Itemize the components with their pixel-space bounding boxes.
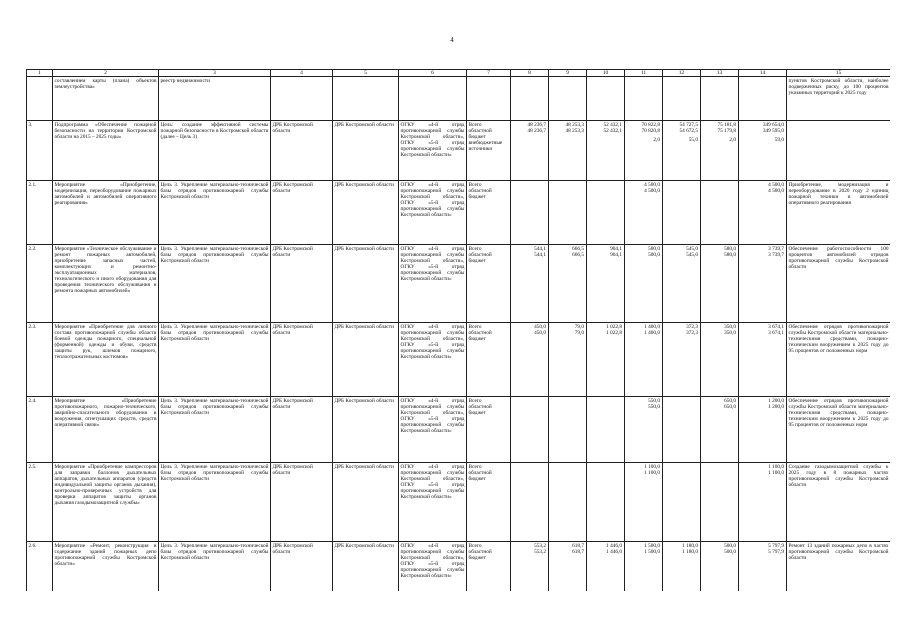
funding-value: 1 500,0 [644, 542, 660, 549]
funding-value: 54 672,5 [679, 127, 698, 134]
funding-value: 666,5 [572, 251, 584, 258]
funding-value-col-13 [701, 181, 739, 245]
row-number: 3. [27, 121, 53, 181]
funding-source: Всего областной бюджет [467, 181, 511, 245]
funding-value-col-14 [739, 121, 787, 181]
column-number-14: 14 [739, 70, 787, 77]
measure-name: Мероприятие «Техническое обслуживание и ремонт пожарных автомобилей, приобретение запасных частей, комплектующих и ремонтно-эксплуатационных материалов, технологического и иного оборудования для проведения технического обслуживания и ремонта пожарных автомобилей» [53, 245, 159, 323]
funding-value-col-12 [663, 77, 701, 121]
table-row [27, 397, 891, 463]
expected-result: Обеспечение отрядов противопожарной службы Костромской области материально-техническими средствами, пожарно-техническим вооружением к 2025 году до 95 процентов от положенных норм [787, 323, 891, 397]
funding-value [513, 78, 547, 84]
funding-value [665, 78, 699, 84]
expected-result: Обеспечение работоспособности 100 процентов автомобилей отрядов противопожарной службы Костромской области [787, 245, 891, 323]
funding-source: Всего областной бюджет [467, 245, 511, 323]
co-executor [333, 77, 399, 121]
funding-value: 1 180,0 [682, 548, 698, 555]
executor: ОГКУ «4-й отряд противопожарной службы Костромской области», ОГКУ «5-й отряд противопожарной службы Костромской области» [399, 323, 467, 397]
funding-value: 349 595,0 [762, 127, 784, 134]
funding-value [513, 470, 547, 476]
funding-value-col-10 [587, 542, 625, 591]
funding-value: 349 654,0 [762, 121, 784, 128]
row-number: 2.6. [27, 542, 53, 591]
funding-value: 59,0 [774, 136, 784, 143]
measure-name: Мероприятие «Приобретение компрессоров для заправки баллонов дыхательных аппаратов, дыхательных аппаратов (средств индивидуальной защиты органов дыхания), контрольно-проверочных устройств для проверки аппаратов защиты органов дыхания газодымозащитной службы» [53, 463, 159, 542]
funding-value-col-11 [625, 542, 663, 591]
funding-value-col-13 [701, 463, 739, 542]
column-number-1: 1 [27, 70, 53, 77]
funding-value: 350,0 [724, 329, 736, 336]
funding-value-col-8 [511, 323, 549, 397]
funding-value-col-12 [663, 181, 701, 245]
measure-name: Мероприятие «Приобретение, модернизация, переоборудование пожарных автомобилей и автомобилей оперативного реагирования» [53, 181, 159, 245]
funding-value: 4 500,0 [644, 181, 660, 188]
funding-value: 550,0 [648, 403, 660, 410]
funding-value: 1 200,0 [768, 397, 784, 404]
funding-value: 3 674,1 [768, 323, 784, 330]
funding-value: 5 797,9 [768, 542, 784, 549]
row-number: 2.5. [27, 463, 53, 542]
funding-value: 48 236,7 [527, 127, 546, 134]
funding-value-col-8 [511, 121, 549, 181]
funding-value [513, 137, 547, 143]
funding-value-col-12 [663, 245, 701, 323]
funding-value: 350,0 [724, 323, 736, 330]
funding-value: 4 500,0 [644, 187, 660, 194]
column-number-12: 12 [663, 70, 701, 77]
executor: ОГКУ «4-й отряд противопожарной службы Костромской области», ОГКУ «5-й отряд противопожарной службы Костромской области» [399, 463, 467, 542]
measure-name: Мероприятие «Ремонт, реконструкция и содержание зданий пожарных депо противопожарной службы Костромской области» [53, 542, 159, 591]
funding-value: 1 100,0 [644, 463, 660, 470]
executor [399, 77, 467, 121]
table-row [27, 77, 891, 121]
measure-name: Мероприятие «Приобретение противопожарного, пожарно-технического, аварийно-спасательного оборудования и вооружения, огнетушащих средств, средств оперативной связи» [53, 397, 159, 463]
funding-value-col-10 [587, 323, 625, 397]
table-row [27, 121, 891, 181]
funding-value-col-14 [739, 542, 787, 591]
funding-value [589, 78, 623, 84]
co-executor: ДРБ Костромской области [333, 121, 399, 181]
responsible-admin: ДРБ Костромской области [271, 245, 333, 323]
program-table-wrapper [26, 69, 890, 591]
funding-value: 2,0 [653, 136, 660, 143]
funding-value: 618,7 [572, 548, 584, 555]
column-number-header [27, 70, 891, 77]
funding-value-col-8 [511, 542, 549, 591]
funding-value: 79,0 [574, 323, 584, 330]
funding-value-col-10 [587, 463, 625, 542]
funding-value-col-14 [739, 181, 787, 245]
funding-value: 1 022,8 [606, 329, 622, 336]
funding-value [589, 404, 623, 410]
column-number-10: 10 [587, 70, 625, 77]
funding-value [665, 470, 699, 476]
funding-value-col-14 [739, 323, 787, 397]
funding-value-col-13 [701, 397, 739, 463]
co-executor: ДРБ Костромской области [333, 181, 399, 245]
funding-source: Всего областной бюджет [467, 397, 511, 463]
responsible-admin: ДРБ Костромской области [271, 323, 333, 397]
measure-goal: Цель 3. Укрепление материально-технической базы отрядов противопожарной службы Костромской области [159, 245, 271, 323]
funding-value-col-8 [511, 181, 549, 245]
row-number: 2.1. [27, 181, 53, 245]
funding-value: 1 446,0 [606, 548, 622, 555]
funding-value-col-11 [625, 323, 663, 397]
funding-value: 553,2 [534, 548, 546, 555]
executor: ОГКУ «4-й отряд противопожарной службы Костромской области», ОГКУ «5-й отряд противопожарной службы Костромской области» [399, 121, 467, 181]
funding-value-col-9 [549, 121, 587, 181]
table-row [27, 181, 891, 245]
funding-value-col-14 [739, 463, 787, 542]
column-number-11: 11 [625, 70, 663, 77]
funding-value [551, 78, 585, 84]
funding-value-col-11 [625, 463, 663, 542]
funding-value-col-8 [511, 77, 549, 121]
funding-value: 1 446,0 [606, 542, 622, 549]
funding-value: 372,3 [686, 323, 698, 330]
funding-value: 550,0 [648, 397, 660, 404]
funding-value [589, 470, 623, 476]
funding-value: 1 022,8 [606, 323, 622, 330]
row-number [27, 77, 53, 121]
responsible-admin: ДРБ Костромской области [271, 121, 333, 181]
funding-value: 904,1 [610, 251, 622, 258]
funding-value: 54 727,5 [679, 121, 698, 128]
funding-value-col-14 [739, 245, 787, 323]
funding-value: 4 500,0 [768, 181, 784, 188]
funding-value-col-12 [663, 121, 701, 181]
funding-value-col-13 [701, 542, 739, 591]
funding-value [665, 404, 699, 410]
funding-value-col-8 [511, 245, 549, 323]
funding-value: 3 674,1 [768, 329, 784, 336]
funding-value [551, 137, 585, 143]
funding-value-col-12 [663, 397, 701, 463]
measure-goal: Цель 3. Укрепление материально-технической базы отрядов противопожарной службы Костромской области [159, 542, 271, 591]
funding-value [589, 188, 623, 194]
funding-value-col-9 [549, 463, 587, 542]
row-number: 2.2. [27, 245, 53, 323]
funding-value: 500,0 [648, 251, 660, 258]
funding-value-col-13 [701, 323, 739, 397]
column-number-5: 5 [333, 70, 399, 77]
funding-source: Всего областной бюджет [467, 463, 511, 542]
funding-value [665, 188, 699, 194]
funding-value [703, 78, 737, 84]
measure-goal: реестр недвижимости [159, 77, 271, 121]
funding-value: 580,0 [724, 245, 736, 252]
co-executor: ДРБ Костромской области [333, 542, 399, 591]
funding-source: Всего областной бюджет [467, 323, 511, 397]
funding-value-col-14 [739, 397, 787, 463]
column-number-15: 15 [787, 70, 891, 77]
funding-value-col-10 [587, 121, 625, 181]
funding-value-col-9 [549, 323, 587, 397]
funding-value: 544,1 [534, 245, 546, 252]
funding-value-col-11 [625, 245, 663, 323]
funding-value: 553,2 [534, 542, 546, 549]
funding-value: 1 180,0 [682, 542, 698, 549]
row-number: 2.4. [27, 397, 53, 463]
funding-value [627, 78, 661, 84]
expected-result: Приобретение, модернизация и переоборудование в 2020 году 2 единиц пожарной техники и автомобилей оперативного реагирования [787, 181, 891, 245]
measure-goal: Цель 3. Укрепление материально-технической базы отрядов противопожарной службы Костромской области [159, 181, 271, 245]
responsible-admin [271, 77, 333, 121]
executor: ОГКУ «4-й отряд противопожарной службы Костромской области», ОГКУ «5-й отряд противопожарной службы Костромской области» [399, 397, 467, 463]
funding-value: 904,1 [610, 245, 622, 252]
funding-value: 450,0 [534, 323, 546, 330]
funding-value: 1 200,0 [768, 403, 784, 410]
measure-goal: Цель: создание эффективной системы пожарной безопасности в Костромской области (далее – Цель 3) [159, 121, 271, 181]
funding-source: Всего областной бюджет [467, 542, 511, 591]
funding-value-col-11 [625, 397, 663, 463]
table-row [27, 542, 891, 591]
funding-value-col-10 [587, 77, 625, 121]
responsible-admin: ДРБ Костромской области [271, 463, 333, 542]
funding-value-col-10 [587, 397, 625, 463]
funding-value-col-11 [625, 77, 663, 121]
funding-value: 618,7 [572, 542, 584, 549]
funding-value: 48 253,3 [565, 127, 584, 134]
funding-value-col-11 [625, 181, 663, 245]
responsible-admin: ДРБ Костромской области [271, 542, 333, 591]
funding-value: 544,1 [534, 251, 546, 258]
funding-value-col-14 [739, 77, 787, 121]
executor: ОГКУ «4-й отряд противопожарной службы Костромской области», ОГКУ «5-й отряд противопожарной службы Костромской области» [399, 245, 467, 323]
funding-value-col-11 [625, 121, 663, 181]
funding-value: 52 432,1 [603, 121, 622, 128]
funding-value: 2,0 [729, 136, 736, 143]
funding-value-col-12 [663, 542, 701, 591]
funding-value: 70 820,8 [641, 127, 660, 134]
column-number-13: 13 [701, 70, 739, 77]
funding-value: 1 400,0 [644, 329, 660, 336]
funding-value: 79,0 [574, 329, 584, 336]
expected-result: Обеспечение отрядов противопожарной службы Костромской области материально-техническими средствами, пожарно-техническим вооружением к 2025 году до 95 процентов от положенных норм [787, 397, 891, 463]
funding-value: 500,0 [724, 542, 736, 549]
funding-value: 500,0 [648, 245, 660, 252]
funding-value-col-9 [549, 397, 587, 463]
program-table-body [27, 70, 891, 592]
funding-value [741, 78, 785, 84]
funding-value: 3 739,7 [768, 245, 784, 252]
funding-value: 545,0 [686, 251, 698, 258]
executor: ОГКУ «4-й отряд противопожарной службы Костромской области», ОГКУ «5-й отряд противопожарной службы Костромской области» [399, 542, 467, 591]
column-number-9: 9 [549, 70, 587, 77]
funding-value [513, 404, 547, 410]
table-row [27, 323, 891, 397]
column-number-4: 4 [271, 70, 333, 77]
funding-value: 4 500,0 [768, 187, 784, 194]
funding-value-col-13 [701, 245, 739, 323]
funding-value: 48 236,7 [527, 121, 546, 128]
co-executor: ДРБ Костромской области [333, 463, 399, 542]
funding-value [513, 188, 547, 194]
program-table [26, 69, 890, 591]
funding-value-col-13 [701, 121, 739, 181]
funding-value: 666,5 [572, 245, 584, 252]
funding-value-col-10 [587, 181, 625, 245]
funding-value [551, 188, 585, 194]
expected-result: пунктов Костромской области, наиболее подверженных риску, до 100 процентов указанных территорий к 2025 году [787, 77, 891, 121]
funding-value-col-9 [549, 181, 587, 245]
funding-value [703, 188, 737, 194]
measure-goal: Цель 3. Укрепление материально-технической базы отрядов противопожарной службы Костромской области [159, 323, 271, 397]
funding-value-col-12 [663, 463, 701, 542]
funding-value: 1 500,0 [644, 548, 660, 555]
measure-name: Подпрограмма «Обеспечение пожарной безопасности на территории Костромской области на 2015 – 2025 годы» [53, 121, 159, 181]
funding-value: 75 179,8 [717, 127, 736, 134]
column-number-7: 7 [467, 70, 511, 77]
funding-value: 545,0 [686, 245, 698, 252]
funding-value-col-12 [663, 323, 701, 397]
column-number-3: 3 [159, 70, 271, 77]
funding-value [551, 404, 585, 410]
column-number-6: 6 [399, 70, 467, 77]
co-executor: ДРБ Костромской области [333, 323, 399, 397]
funding-value-col-8 [511, 397, 549, 463]
funding-value: 55,0 [688, 136, 698, 143]
funding-value: 5 797,9 [768, 548, 784, 555]
funding-value-col-9 [549, 542, 587, 591]
funding-value: 1 400,0 [644, 323, 660, 330]
table-row [27, 245, 891, 323]
measure-name: составлением карты (плана) объектов землеустройства» [53, 77, 159, 121]
funding-value [589, 137, 623, 143]
executor: ОГКУ «4-й отряд противопожарной службы Костромской области», ОГКУ «5-й отряд противопожарной службы Костромской области» [399, 181, 467, 245]
responsible-admin: ДРБ Костромской области [271, 397, 333, 463]
funding-value: 450,0 [534, 329, 546, 336]
measure-name: Мероприятие «Приобретение для личного состава противопожарной службы области боевой одежды пожарного, специальной (форменной) одежды и обуви, средств защиты рук, шлемов пожарного, теплоотражательных костюмов» [53, 323, 159, 397]
funding-value: 650,0 [724, 403, 736, 410]
expected-result: Ремонт 13 зданий пожарных депо в частях противопожарной службы Костромской области [787, 542, 891, 591]
funding-value: 75 181,8 [717, 121, 736, 128]
page-number: 4 [450, 36, 454, 44]
funding-value: 580,0 [724, 251, 736, 258]
expected-result [787, 121, 891, 181]
funding-source: Всего областной бюджет внебюджетные источники [467, 121, 511, 181]
expected-result: Создание газодымозащитной службы к 2025 году в 8 пожарных частях противопожарной службы Костромской области [787, 463, 891, 542]
table-row [27, 463, 891, 542]
funding-value [703, 470, 737, 476]
funding-value: 500,0 [724, 548, 736, 555]
funding-value: 1 100,0 [644, 469, 660, 476]
row-number: 2.3. [27, 323, 53, 397]
funding-value: 52 432,1 [603, 127, 622, 134]
co-executor: ДРБ Костромской области [333, 397, 399, 463]
measure-goal: Цель 3. Укрепление материально-технической базы отрядов противопожарной службы Костромской области [159, 463, 271, 542]
funding-value: 3 739,7 [768, 251, 784, 258]
funding-value: 48 253,3 [565, 121, 584, 128]
responsible-admin: ДРБ Костромской области [271, 181, 333, 245]
funding-source [467, 77, 511, 121]
funding-value: 1 100,0 [768, 469, 784, 476]
funding-value: 650,0 [724, 397, 736, 404]
funding-value: 372,3 [686, 329, 698, 336]
funding-value-col-8 [511, 463, 549, 542]
column-number-8: 8 [511, 70, 549, 77]
measure-goal: Цель 3. Укрепление материально-технической базы отрядов противопожарной службы Костромской области [159, 397, 271, 463]
funding-value-col-10 [587, 245, 625, 323]
funding-value: 1 100,0 [768, 463, 784, 470]
funding-value-col-13 [701, 77, 739, 121]
funding-value-col-9 [549, 245, 587, 323]
co-executor: ДРБ Костромской области [333, 245, 399, 323]
funding-value: 70 822,8 [641, 121, 660, 128]
funding-value-col-9 [549, 77, 587, 121]
column-number-2: 2 [53, 70, 159, 77]
funding-value [551, 470, 585, 476]
